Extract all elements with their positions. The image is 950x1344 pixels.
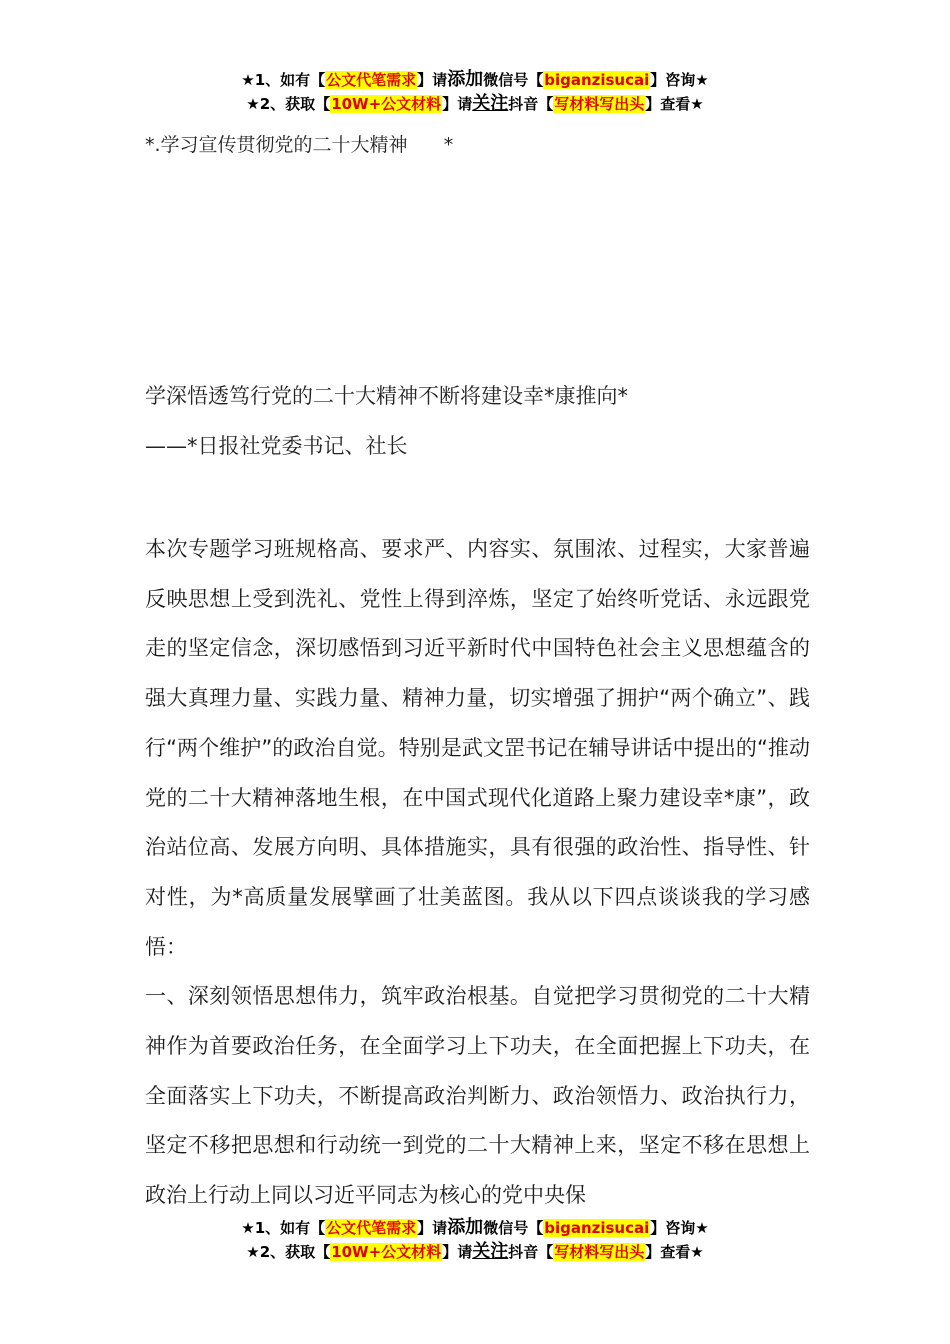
top-promo-banner: [0, 68, 950, 116]
promo-text: 微信号【: [483, 1219, 544, 1237]
article-headline: 学深悟透笃行党的二十大精神不断将建设幸*康推向*: [145, 384, 628, 408]
promo-text: 】咨询★: [650, 1219, 709, 1237]
promo-line-2: [0, 92, 950, 116]
promo-highlight-wechat-id: biganzisucai: [544, 1219, 650, 1237]
promo-emphasis: 添加: [447, 1217, 484, 1238]
promo-highlight-wechat-id: biganzisucai: [544, 71, 650, 89]
promo-line-1: [0, 68, 950, 92]
promo-highlight-materials: 10W+公文材料: [331, 1243, 442, 1261]
promo-highlight-materials: 10W+公文材料: [331, 95, 442, 113]
promo-highlight-service: 公文代笔需求: [326, 71, 417, 89]
bottom-promo-banner: [0, 1216, 950, 1264]
promo-text: ★1、如有【: [241, 1219, 326, 1237]
article-byline: ——*日报社党委书记、社长: [145, 434, 408, 458]
article-body: [145, 525, 810, 1221]
promo-text: 】请: [417, 1219, 448, 1237]
promo-line-2: [0, 1240, 950, 1264]
promo-highlight-douyin-account: 写材料写出头: [554, 95, 645, 113]
promo-emphasis: 关注: [472, 1241, 509, 1262]
document-title: *.学习宣传贯彻党的二十大精神 *: [145, 134, 454, 156]
promo-text: ★2、获取【: [246, 1243, 331, 1261]
promo-text: 】查看★: [645, 1243, 704, 1261]
promo-text: ★2、获取【: [246, 95, 331, 113]
promo-highlight-douyin-account: 写材料写出头: [554, 1243, 645, 1261]
promo-text: 微信号【: [483, 71, 544, 89]
body-paragraph: 本次专题学习班规格高、要求严、内容实、氛围浓、过程实，大家普遍反映思想上受到洗礼、党性上得到淬炼，坚定了始终听党话、永远跟党走的坚定信念，深切感悟到习近平新时代中国特色社会主义思想蕴含的强大真理力量、实践力量、精神力量，切实增强了拥护“两个确立”、践行“两个维护”的政治自觉。特别是武文罡书记在辅导讲话中提出的“推动党的二十大精神落地生根，在中国式现代化道路上聚力建设幸*康”，政治站位高、发展方向明、具体措施实，具有很强的政治性、指导性、针对性，为*高质量发展擘画了壮美蓝图。我从以下四点谈谈我的学习感悟：: [145, 537, 810, 959]
promo-text: 】查看★: [645, 95, 704, 113]
promo-emphasis: 关注: [472, 93, 509, 114]
promo-text: 抖音【: [508, 1243, 554, 1261]
promo-text: ★1、如有【: [241, 71, 326, 89]
promo-text: 】请: [442, 1243, 473, 1261]
promo-text: 】请: [442, 95, 473, 113]
promo-highlight-service: 公文代笔需求: [326, 1219, 417, 1237]
promo-text: 抖音【: [508, 95, 554, 113]
promo-text: 】咨询★: [650, 71, 709, 89]
body-paragraph: 一、深刻领悟思想伟力，筑牢政治根基。自觉把学习贯彻党的二十大精神作为首要政治任务，在全面学习上下功夫，在全面把握上下功夫，在全面落实上下功夫，不断提高政治判断力、政治领悟力、政治执行力，坚定不移把思想和行动统一到党的二十大精神上来，坚定不移在思想上政治上行动上同以习近平同志为核心的党中央保: [145, 984, 810, 1208]
promo-emphasis: 添加: [447, 69, 484, 90]
promo-line-1: [0, 1216, 950, 1240]
promo-text: 】请: [417, 71, 448, 89]
